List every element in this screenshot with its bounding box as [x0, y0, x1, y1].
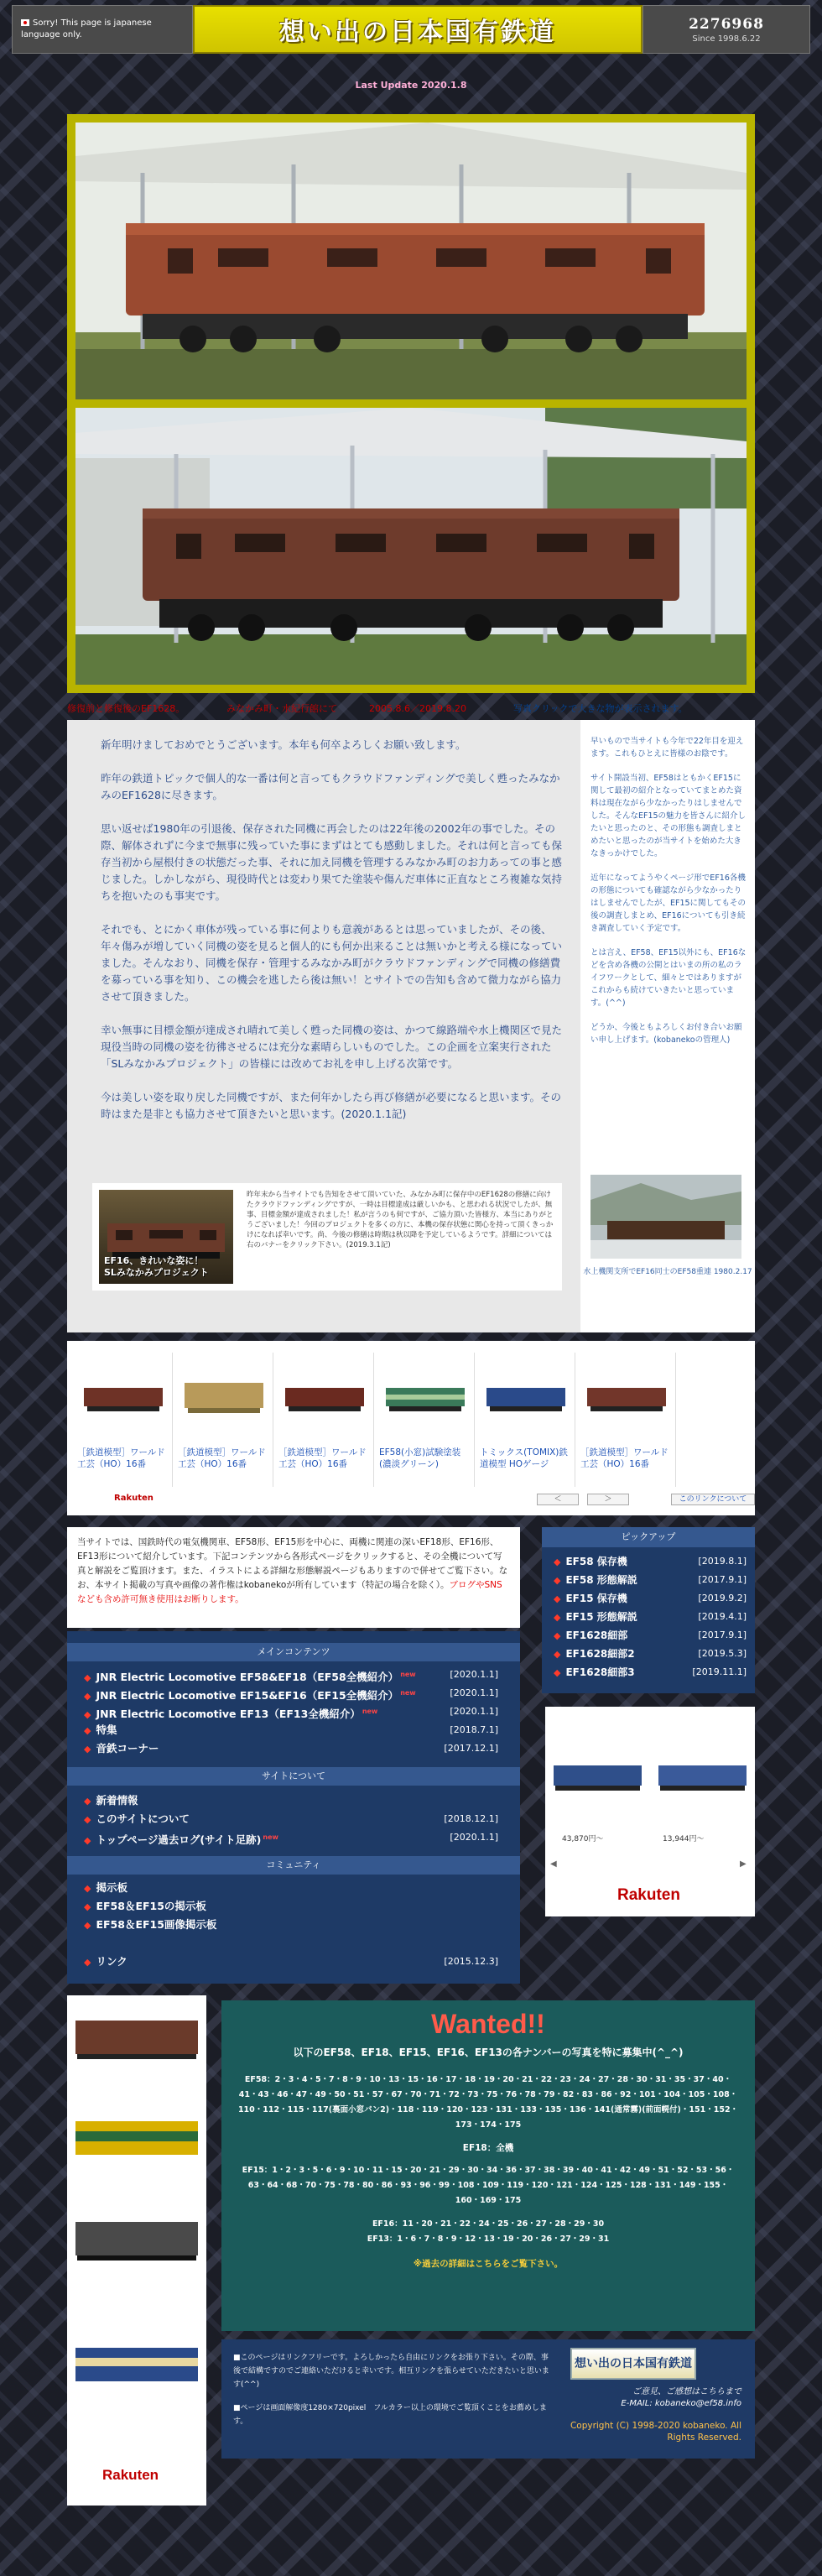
nav-item-sound[interactable]: ◆ 音鉄コーナー [2017.12.1] [84, 1742, 498, 1755]
wanted-ef13: EF13：1・6・7・8・9・12・13・19・20・26・27・29・31 [367, 2234, 610, 2244]
sl-label-line2: SLみなかみプロジェクト [104, 1267, 209, 1278]
caption-text-2: みなかみ町・水紀行館にて [226, 703, 337, 714]
diamond-bullet-icon: ◆ [554, 1649, 561, 1660]
diamond-bullet-icon: ◆ [84, 1883, 91, 1894]
product-thumb-icon [481, 1366, 570, 1426]
diamond-bullet-icon: ◆ [84, 1835, 91, 1847]
product-item[interactable] [577, 1353, 676, 1487]
caption-text-1: 修復前と修復後のEF1628。 [67, 703, 185, 714]
rakuten-ad-left[interactable] [67, 1995, 206, 2506]
diamond-bullet-icon: ◆ [554, 1630, 561, 1641]
nav-section-site: サイトについて [67, 1767, 520, 1786]
sidebar-paragraph: 早いもので当サイトも今年で22年目を迎えます。これもひとえに皆様のお陰です。 [590, 737, 744, 759]
visitor-counter [643, 5, 810, 54]
pickup-item[interactable]: ◆ EF58 形態解説 [2017.9.1] [554, 1574, 747, 1586]
counter-value: 2276968 [689, 16, 764, 33]
news-area [67, 720, 755, 1332]
carousel-prev-button[interactable]: ＜ [537, 1494, 579, 1505]
nav-item-ef13[interactable]: ◆ JNR Electric Locomotive EF13（EF13全機紹介） $^{new}$ [2020.1.1] [84, 1706, 498, 1721]
ad-products-icon [545, 1723, 755, 1824]
wanted-detail-link[interactable]: ※過去の詳細はこちらをご覧下さい。 [413, 2259, 564, 2269]
sidebar-photo[interactable] [590, 1175, 741, 1259]
diamond-bullet-icon: ◆ [84, 1709, 91, 1721]
wanted-section [221, 2000, 755, 2331]
pickup-title: ピックアップ [542, 1527, 755, 1547]
pickup-item[interactable]: ◆ EF15 保存機 [2019.9.2] [554, 1593, 747, 1604]
caption-text-3: 2005.8.6／2019.8.20 [369, 703, 466, 714]
nav-item-bbs[interactable]: ◆ 掲示板 [84, 1881, 127, 1894]
new-badge: new [400, 1689, 416, 1697]
site-footer [221, 2339, 755, 2459]
nav-item-image-bbs[interactable]: ◆ EF58＆EF15画像掲示板 [84, 1918, 217, 1931]
carousel-next-button[interactable]: ＞ [587, 1494, 629, 1505]
diamond-bullet-icon: ◆ [84, 1672, 91, 1684]
nav-item-bbs-ef58[interactable]: ◆ EF58＆EF15の掲示板 [84, 1900, 206, 1912]
sl-project-banner[interactable] [99, 1190, 233, 1284]
wanted-title: Wanted!! [431, 2009, 545, 2039]
photo-frame [67, 114, 755, 693]
diamond-bullet-icon: ◆ [554, 1612, 561, 1623]
news-paragraph: 昨年の鉄道トピックで個人的な一番は何と言ってもクラウドファンディングで美しく甦ったみなかみのEF1628に尽きます。 [101, 772, 560, 801]
product-thumb-icon [582, 1366, 671, 1426]
product-thumb-icon [179, 1366, 268, 1426]
diamond-bullet-icon: ◆ [84, 1901, 91, 1912]
rakuten-logo: Rakuten [617, 1886, 680, 1904]
pickup-item[interactable]: ◆ EF58 保存機 [2019.8.1] [554, 1556, 747, 1567]
nav-item-archive[interactable]: ◆ トップページ過去ログ(サイト足跡) $^{new}$ [2020.1.1] [84, 1832, 498, 1847]
locomotive-before-image [75, 123, 747, 399]
main-navigation [67, 1631, 520, 1984]
nav-item-ef15[interactable]: ◆ JNR Electric Locomotive EF15&EF16（EF15全機紹介） $^{new}$ [2020.1.1] [84, 1687, 498, 1703]
wanted-ef15: EF15：1・2・3・5・6・9・10・11・15・20・21・29・30・34・36・37・38・39・40・41・42・49・51・52・53・56・63・64・68・70・75・78・80・86・93・96・99・108・109・119・120・121・124・125・128・131・149・155・160・169・175 [242, 2166, 735, 2205]
news-paragraph: 今は美しい姿を取り戻した同機ですが、また何年かしたら再び修繕が必要になると思います。その時はまた是非とも協力させて頂きたいと思います。(2020.1.1記) [101, 1091, 562, 1120]
caption-note: 写真クリックで大きな物が表示されます。 [513, 703, 688, 714]
pickup-item[interactable]: ◆ EF15 形態解説 [2019.4.1] [554, 1611, 747, 1623]
last-update: Last Update 2020.1.8 [355, 80, 467, 91]
locomotive-after-image [75, 408, 747, 685]
diamond-bullet-icon: ◆ [84, 1920, 91, 1931]
site-intro [67, 1527, 520, 1628]
wanted-ef18: EF18：全機 [462, 2143, 514, 2153]
sidebar-paragraph: どうか、今後ともよろしくお付き合いお願い申し上げます。(kobanekoの管理人) [590, 1023, 742, 1045]
nav-item-whats-new[interactable]: ◆ 新着情報 [84, 1794, 138, 1807]
new-badge: new [362, 1708, 378, 1715]
product-item[interactable] [476, 1353, 575, 1487]
footer-resolution-note: ■ページは画面解像度1280×720pixel フルカラー以上の環境でご覧頂くことをお薦めします。 [233, 2404, 547, 2426]
news-paragraph: それでも、とにかく車体が残っている事に何よりも意義があるとは思っていましたが、その後、年々傷みが増していく同機の姿を見ると個人的にも何か出来ることは無いかと考える様になっていました。そんなおり、同機を保存・管理するみなかみ町がクラウドファンディングで同機の修繕費を募っている事を知り、この機会を逃したら後は無い！とサイトでの告知も含めて微力ながら協力させて頂きました。 [101, 923, 563, 1003]
diamond-bullet-icon: ◆ [84, 1814, 91, 1825]
product-thumb-icon [79, 1366, 168, 1426]
footer-notes [233, 2351, 552, 2438]
news-paragraph: 思い返せば1980年の引退後、保存された同機に再会したのは22年後の2002年の事でした。その際、解体されずに今まで無事に残っていた事にまずはとても感動しました。それは何と言っても保存当初から屋根付きの状態だった事、それに加え同機を管理するみなかみ町のお力あっての事と感じました。しかしながら、現役時代とは変わり果てた塗装や傷んだ車体に正直なところ複雑な気持ちを抱いたのも事実です。 [101, 822, 563, 902]
wanted-ef58: EF58：2・3・4・5・7・8・9・10・13・15・16・17・18・19・20・21・22・23・24・27・28・30・31・35・37・40・41・43・46・47・49・50・51・57・67・70・71・72・73・75・76・78・79・82・83・86・92・101・104・105・108・110・112・115・117(裏面小窓パン2)・118・119・120・123・131・133・135・136・141(通常霧)(前面幌付)・151・152・173・174・175 [237, 2075, 739, 2130]
pickup-item[interactable]: ◆ EF1628細部2 [2019.5.3] [554, 1648, 747, 1660]
product-item[interactable] [174, 1353, 273, 1487]
site-header [12, 5, 810, 54]
nav-item-about[interactable]: ◆ このサイトについて [2018.12.1] [84, 1812, 498, 1825]
nav-section-main: メインコンテンツ [67, 1643, 520, 1661]
diamond-bullet-icon: ◆ [84, 1691, 91, 1703]
contact-line: ご意見、ご感想はこちらまで [632, 2387, 741, 2396]
product-label[interactable]: トミックス(TOMIX)鉄道模型 HOゲージ [480, 1447, 568, 1469]
nav-item-ef58[interactable]: ◆ JNR Electric Locomotive EF58&EF18（EF58全機紹介） $^{new}$ [2020.1.1] [84, 1669, 498, 1684]
pickup-panel [542, 1527, 755, 1693]
product-thumb-icon [280, 1366, 369, 1426]
title-banner[interactable] [193, 5, 643, 54]
japan-flag-icon [21, 19, 29, 26]
product-label[interactable]: ［鉄道模型］ワールド工芸（HO）16番 [77, 1447, 165, 1469]
ad-price-1: 43,870円～ [562, 1835, 604, 1843]
photo-caption-bar [67, 700, 755, 715]
product-item[interactable] [74, 1353, 173, 1487]
diamond-bullet-icon: ◆ [554, 1575, 561, 1586]
pickup-item[interactable]: ◆ EF1628細部 [2017.9.1] [554, 1630, 747, 1641]
locomotive-photo-before[interactable] [75, 123, 747, 399]
sidebar-paragraph: サイト開設当初、EF58はともかくEF15に関して最初の紹介となっていてまとめた資料は現在ながら少なかったりはしませんでした。そんなEF15の魅力を皆さんに紹介したいと思ったのと、その形態も調査しまとめたいと思ったのが当サイトを始めた大きなきっかけでした。 [590, 774, 747, 858]
ad-next-arrow-icon[interactable]: ▶ [740, 1859, 747, 1869]
new-badge: new [263, 1833, 278, 1841]
footer-link-note: ■このページはリンクフリーです。よろしかったら自由にリンクをお張り下さい。その際、事後で結構ですのでご連絡いただけると幸いです。相互リンクを張らせていただきたいと思います(^^) [233, 2354, 549, 2389]
wanted-subtitle: 以下のEF58、EF18、EF15、EF16、EF13の各ナンバーの写真を特に募集中(^_^) [293, 2047, 684, 2058]
diamond-bullet-icon: ◆ [84, 1725, 91, 1736]
carousel-about-link[interactable]: このリンクについて [671, 1494, 755, 1505]
product-item[interactable] [275, 1353, 374, 1487]
sidebar-paragraph: とは言え、EF58、EF15以外にも、EF16などを含め各機の公開とはいまの所の私のライフワークとして、細々とではありますがこれからも続けていきたいと思っています。(^^) [590, 948, 747, 1008]
news-paragraph: 新年明けましておめでとうございます。本年も何卒よろしくお願い致します。 [101, 738, 466, 751]
diamond-bullet-icon: ◆ [84, 1957, 91, 1968]
nav-section-community: コミュニティ [67, 1856, 520, 1875]
sl-label-line1: EF16、きれいな姿に！ [104, 1255, 204, 1266]
diamond-bullet-icon: ◆ [84, 1744, 91, 1755]
copyright: Copyright (C) 1998-2020 kobaneko. All Rights Reserved. [570, 2421, 741, 2443]
rakuten-logo[interactable]: Rakuten [114, 1494, 153, 1503]
wanted-ef16: EF16：11・20・21・22・24・25・26・27・28・29・30 [372, 2219, 605, 2229]
language-notice [12, 5, 193, 54]
diamond-bullet-icon: ◆ [554, 1557, 561, 1567]
ad-price-2: 13,944円～ [663, 1835, 705, 1843]
nav-item-feature[interactable]: ◆ 特集 [2018.7.1] [84, 1723, 498, 1736]
product-label[interactable]: ［鉄道模型］ワールド工芸（HO）16番 [580, 1447, 669, 1469]
ad-left-products-icon [67, 1995, 206, 2448]
product-thumb-icon [381, 1366, 470, 1426]
news-paragraph: 幸い無事に目標金額が達成され晴れて美しく甦った同機の姿は、かつて線路端や水上機関区で見た現役当時の同機の姿を彷彿させるには充分な素晴らしいものでした。この企画を立案実行された「SLみなかみプロジェクト」の皆様には改めてお礼を申し上げる次第です。 [101, 1024, 563, 1070]
rakuten-logo: Rakuten [102, 2467, 159, 2483]
diamond-bullet-icon: ◆ [554, 1593, 561, 1604]
sl-project-label [104, 1255, 209, 1279]
intro-text: 当サイトでは、国鉄時代の電気機関車、EF58形、EF15形を中心に、両機に関連の深いEF18形、EF16形、EF13形について紹介しています。下記コンテンツから各形式ページをクリックすると、その全機について写真と解説をご覧頂けます。また、イラストによる詳細な形態解説ページもありますので併せてご覧下さい。なお、本サイト掲載の写真や画像の著作権はkobanekoが所有しています（特記の場合を除く）。 [77, 1537, 508, 1590]
since-date: Since 1998.6.22 [692, 34, 761, 44]
sl-project-card [92, 1183, 562, 1291]
diamond-bullet-icon: ◆ [554, 1667, 561, 1678]
sl-project-text: 昨年末から当サイトでも告知をさせて頂いていた、みなかみ町に保存中のEF1628の修繕に向けたクラウドファンディングですが、一時は目標達成は厳しいかも、と思われる状況でしたが、無事、目標金額が達成されました！私が言うのも何ですが、ご協力頂いた皆様方、本当にありがとうございました！今回のプロジェクトを多くの方に、本機の保存状態に関心を持って頂くきっかけになれば幸いです。尚、今後の修繕は時期は秋以降を予定しているようです。詳細については右のバナーをクリック下さい。(2019.3.1記) [247, 1191, 554, 1249]
product-label[interactable]: ［鉄道模型］ワールド工芸（HO）16番 [278, 1447, 367, 1469]
sidebar-photo-image [590, 1175, 741, 1259]
intro-warning: ブログやSNSなども含め許可無き使用はお断りします。 [77, 1580, 502, 1604]
product-label[interactable]: EF58(小窓)試験塗装(濃淡グリーン) [379, 1447, 461, 1469]
email-link[interactable]: E-MAIL: kobaneko@ef58.info [621, 2399, 741, 2408]
product-carousel [67, 1341, 755, 1515]
sidebar-paragraph: 近年になってようやくページ形でEF16各機の形態についても確認ながら少なかったりはしませんでしたが、EF15に関してもその後の調査しまとめ、EF16についても引き続き調査していく予定です。 [590, 873, 747, 933]
footer-logo[interactable]: 想い出の日本国有鉄道 [570, 2348, 696, 2380]
diamond-bullet-icon: ◆ [84, 1796, 91, 1807]
product-item[interactable] [376, 1353, 475, 1487]
language-notice-text: Sorry! This page is japanese language only. [21, 18, 152, 39]
site-title: 想い出の日本国有鉄道 [279, 18, 556, 47]
footer-contact [540, 2386, 741, 2410]
locomotive-photo-after[interactable] [75, 408, 747, 685]
nav-item-links[interactable]: ◆ リンク [2015.12.3] [84, 1955, 498, 1968]
sidebar-photo-caption: 水上機関支所でEF16同士のEF58重連 1980.2.17 [583, 1268, 752, 1276]
new-badge: new [400, 1671, 416, 1678]
pickup-item[interactable]: ◆ EF1628細部3 [2019.11.1] [554, 1666, 747, 1678]
ad-prev-arrow-icon[interactable]: ◀ [550, 1859, 557, 1869]
product-label[interactable]: ［鉄道模型］ワールド工芸（HO）16番 [178, 1447, 266, 1469]
rakuten-ad-right[interactable] [545, 1707, 755, 1916]
